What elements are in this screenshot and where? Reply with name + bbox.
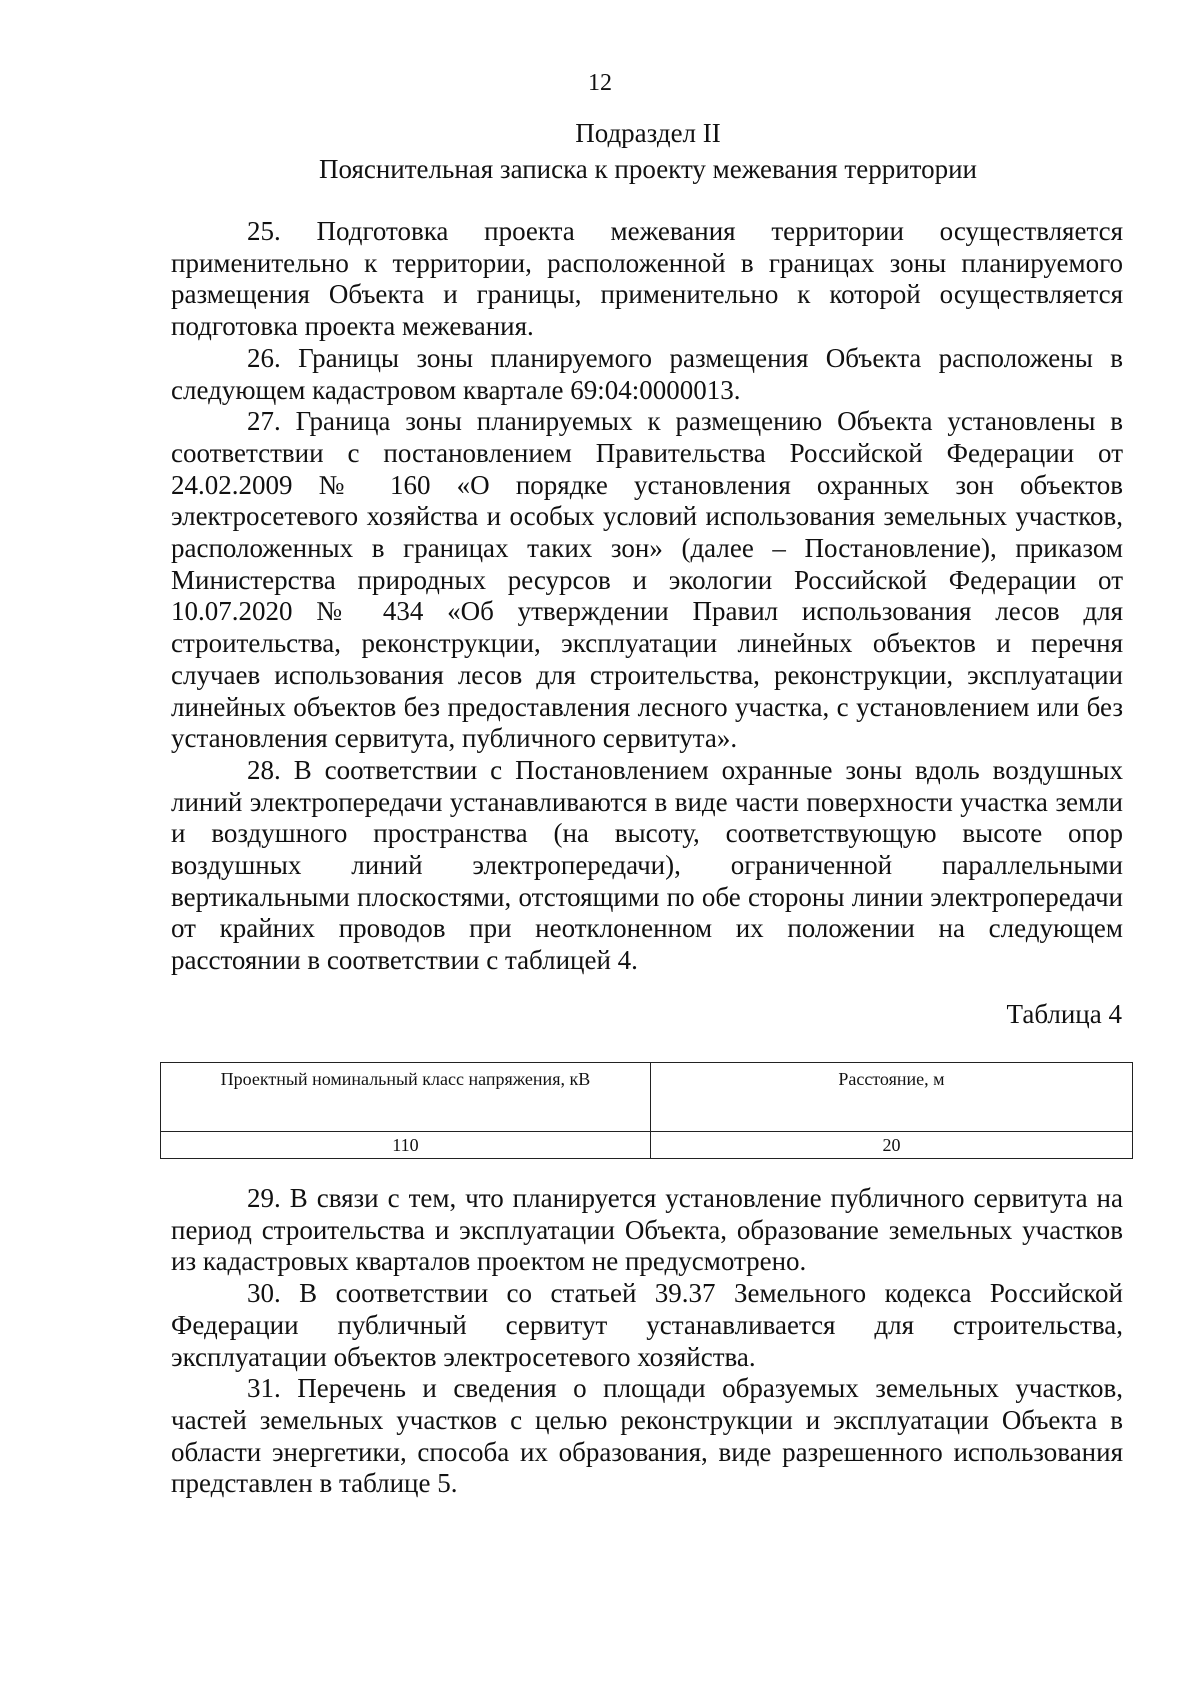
paragraph-29: 29. В связи с тем, что планируется установление публичного сервитута на период строительства и эксплуатации Объекта, образование земельных участков из кадастровых кварталов проектом не предусмотрено. [171, 1183, 1123, 1277]
header-voltage-class: Проектный номинальный класс напряжения, кВ [161, 1063, 651, 1132]
paragraph-26: 26. Границы зоны планируемого размещения Объекта расположены в следующем кадастровом квартале 69:04:0000013. [171, 342, 1123, 405]
cell-distance: 20 [650, 1132, 1132, 1159]
table-row [161, 1132, 1133, 1159]
table-header-row [161, 1063, 1133, 1132]
paragraph-28: 28. В соответствии с Постановлением охранные зоны вдоль воздушных линий электропередачи устанавливаются в виде части поверхности участка земли и воздушного пространства (на высоту, соответствующую высоте опор воздушных линий электропередачи), ограниченной параллельными вертикальными плоскостями, отстоящими по обе стороны линии электропередачи от крайних проводов при неотклоненном их положении на следующем расстоянии в соответствии с таблицей 4. [171, 754, 1123, 976]
table-4 [160, 1062, 1133, 1159]
paragraph-27: 27. Граница зоны планируемых к размещению Объекта установлены в соответствии с постановлением Правительства Российской Федерации от 24.02.2009 № 160 «О порядке установления охранных зон объектов электросетевого хозяйства и особых условий использования земельных участков, расположенных в границах таких зон» (далее – Постановление), приказом Министерства природных ресурсов и экологии Российской Федерации от 10.07.2020 № 434 «Об утверждении Правил использования лесов для строительства, реконструкции, эксплуатации линейных объектов и перечня случаев использования лесов для строительства, реконструкции, эксплуатации линейных объектов без предоставления лесного участка, с установлением или без установления сервитута, публичного сервитута». [171, 406, 1123, 754]
paragraph-30: 30. В соответствии со статьей 39.37 Земельного кодекса Российской Федерации публичный сервитут устанавливается для строительства, эксплуатации объектов электросетевого хозяйства. [171, 1278, 1123, 1372]
paragraph-25: 25. Подготовка проекта межевания территории осуществляется применительно к территории, расположенной в границах зоны планируемого размещения Объекта и границы, применительно к которой осуществляется подготовка проекта межевания. [171, 216, 1123, 342]
paragraphs-before-table [171, 216, 1123, 977]
subsection-title: Подраздел II [575, 118, 721, 148]
header-distance: Расстояние, м [650, 1063, 1132, 1132]
cell-voltage: 110 [161, 1132, 651, 1159]
voltage-distance-table [160, 1062, 1133, 1159]
paragraphs-after-table [171, 1183, 1123, 1500]
page-number: 12 [588, 70, 612, 96]
paragraph-31: 31. Перечень и сведения о площади образуемых земельных участков, частей земельных участков с целью реконструкции и эксплуатации Объекта в области энергетики, способа их образования, виде разрешенного использования представлен в таблице 5. [171, 1373, 1123, 1499]
table-caption: Таблица 4 [1006, 999, 1122, 1029]
section-heading: Пояснительная записка к проекту межевания территории [318, 154, 978, 184]
